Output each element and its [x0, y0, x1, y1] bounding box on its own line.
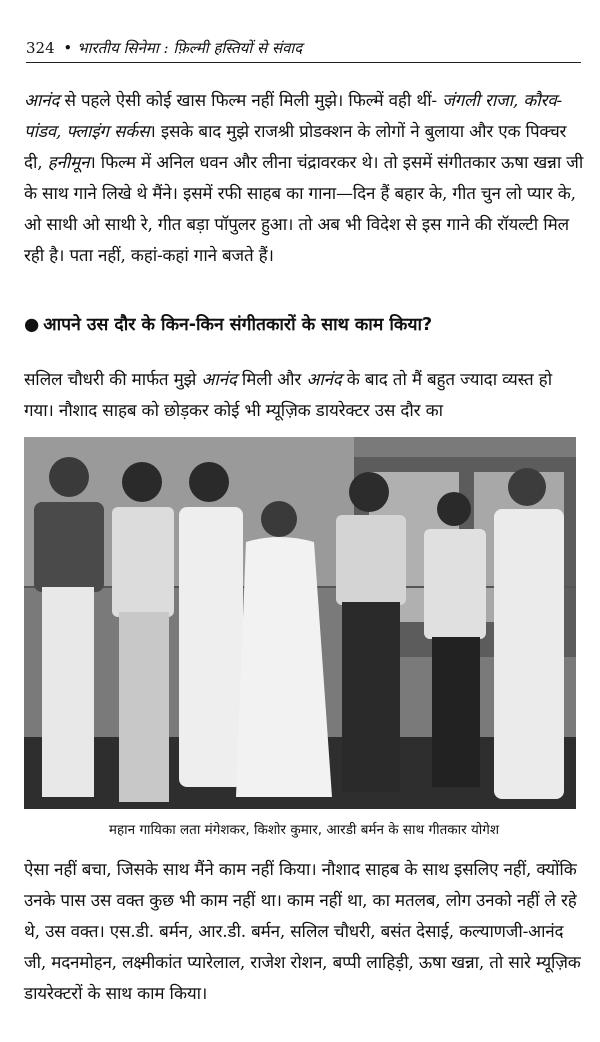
- text-span: के बाद तो मैं बहुत ज्यादा व्यस्त हो गया। नौशाद साहब को छोड़कर कोई भी म्यूज़िक डायरेक्टर उस दौर का: [24, 370, 552, 421]
- text-span: । इसके बाद मुझे राजश्री प्रोडक्शन के लोगों ने बुलाया और एक पिक्चर दी,: [24, 122, 567, 173]
- text-span: । फिल्म में अनिल धवन और लीना चंद्रावरकर थे। तो इसमें संगीतकार ऊषा खन्ना जी के साथ गाने लिखे थे मैंने। इसमें रफी साहब का गाना—दिन हैं बहार के, गीत चुन लो प्यार के, ओ साथी ओ साथी रे, गीत बड़ा पॉपुलर हुआ। तो अब भी विदेश से इस गाने की रॉयल्टी मिल रही है। पता नहीं, कहां-कहां गाने बजते हैं।: [24, 153, 584, 266]
- paragraph-3: ऐसा नहीं बचा, जिसके साथ मैंने काम नहीं किया। नौशाद साहब के साथ इसलिए नहीं, क्योंकि उनके पास उस वक्त कुछ भी काम नहीं था। काम नहीं था, का मतलब, लोग उनको नहीं ले रहे थे, उस वक्त। एस.डी. बर्मन, आर.डी. बर्मन, सलिल चौधरी, बसंत देसाई, कल्याणजी-आनंद जी, मदनमोहन, लक्ष्मीकांत प्यारेलाल, राजेश रोशन, बप्पी लाहिड़ी, ऊषा खन्ना, तो सारे म्यूज़िक डायरेक्टरों के साथ काम किया।: [24, 860, 581, 1004]
- bullet-icon: ●: [24, 315, 40, 335]
- running-title: भारतीय सिनेमा : फ़िल्मी हस्तियों से संवाद: [77, 39, 303, 57]
- text-span: सलिल चौधरी की मार्फत मुझे: [24, 370, 202, 390]
- photo-caption: महान गायिका लता मंगेशकर, किशोर कुमार, आरडी बर्मन के साथ गीतकार योगेश: [108, 822, 500, 838]
- film-title: जंगली राजा,: [442, 91, 519, 111]
- paragraph-2: [24, 365, 584, 427]
- question-text: आपने उस दौर के किन-किन संगीतकारों के साथ काम किया?: [43, 315, 433, 335]
- page-number: 324: [26, 39, 55, 57]
- photo-illustration: [24, 437, 576, 809]
- text-span: से पहले ऐसी कोई खास फिल्म नहीं मिली मुझे। फिल्में वही थीं-: [59, 91, 443, 111]
- film-title: हनीमून: [47, 153, 90, 173]
- page-header: [26, 36, 581, 63]
- film-title: आनंद: [201, 370, 237, 390]
- interview-question: [24, 311, 584, 339]
- film-title: आनंद: [24, 91, 60, 111]
- film-title: कौरव-पांडव, फ्लाइंग सर्कस: [24, 91, 563, 142]
- paragraph-1: [24, 86, 584, 272]
- group-photo: [24, 437, 576, 809]
- film-title: आनंद: [306, 370, 342, 390]
- text-span: मिली और: [236, 370, 307, 390]
- header-separator: •: [63, 39, 73, 57]
